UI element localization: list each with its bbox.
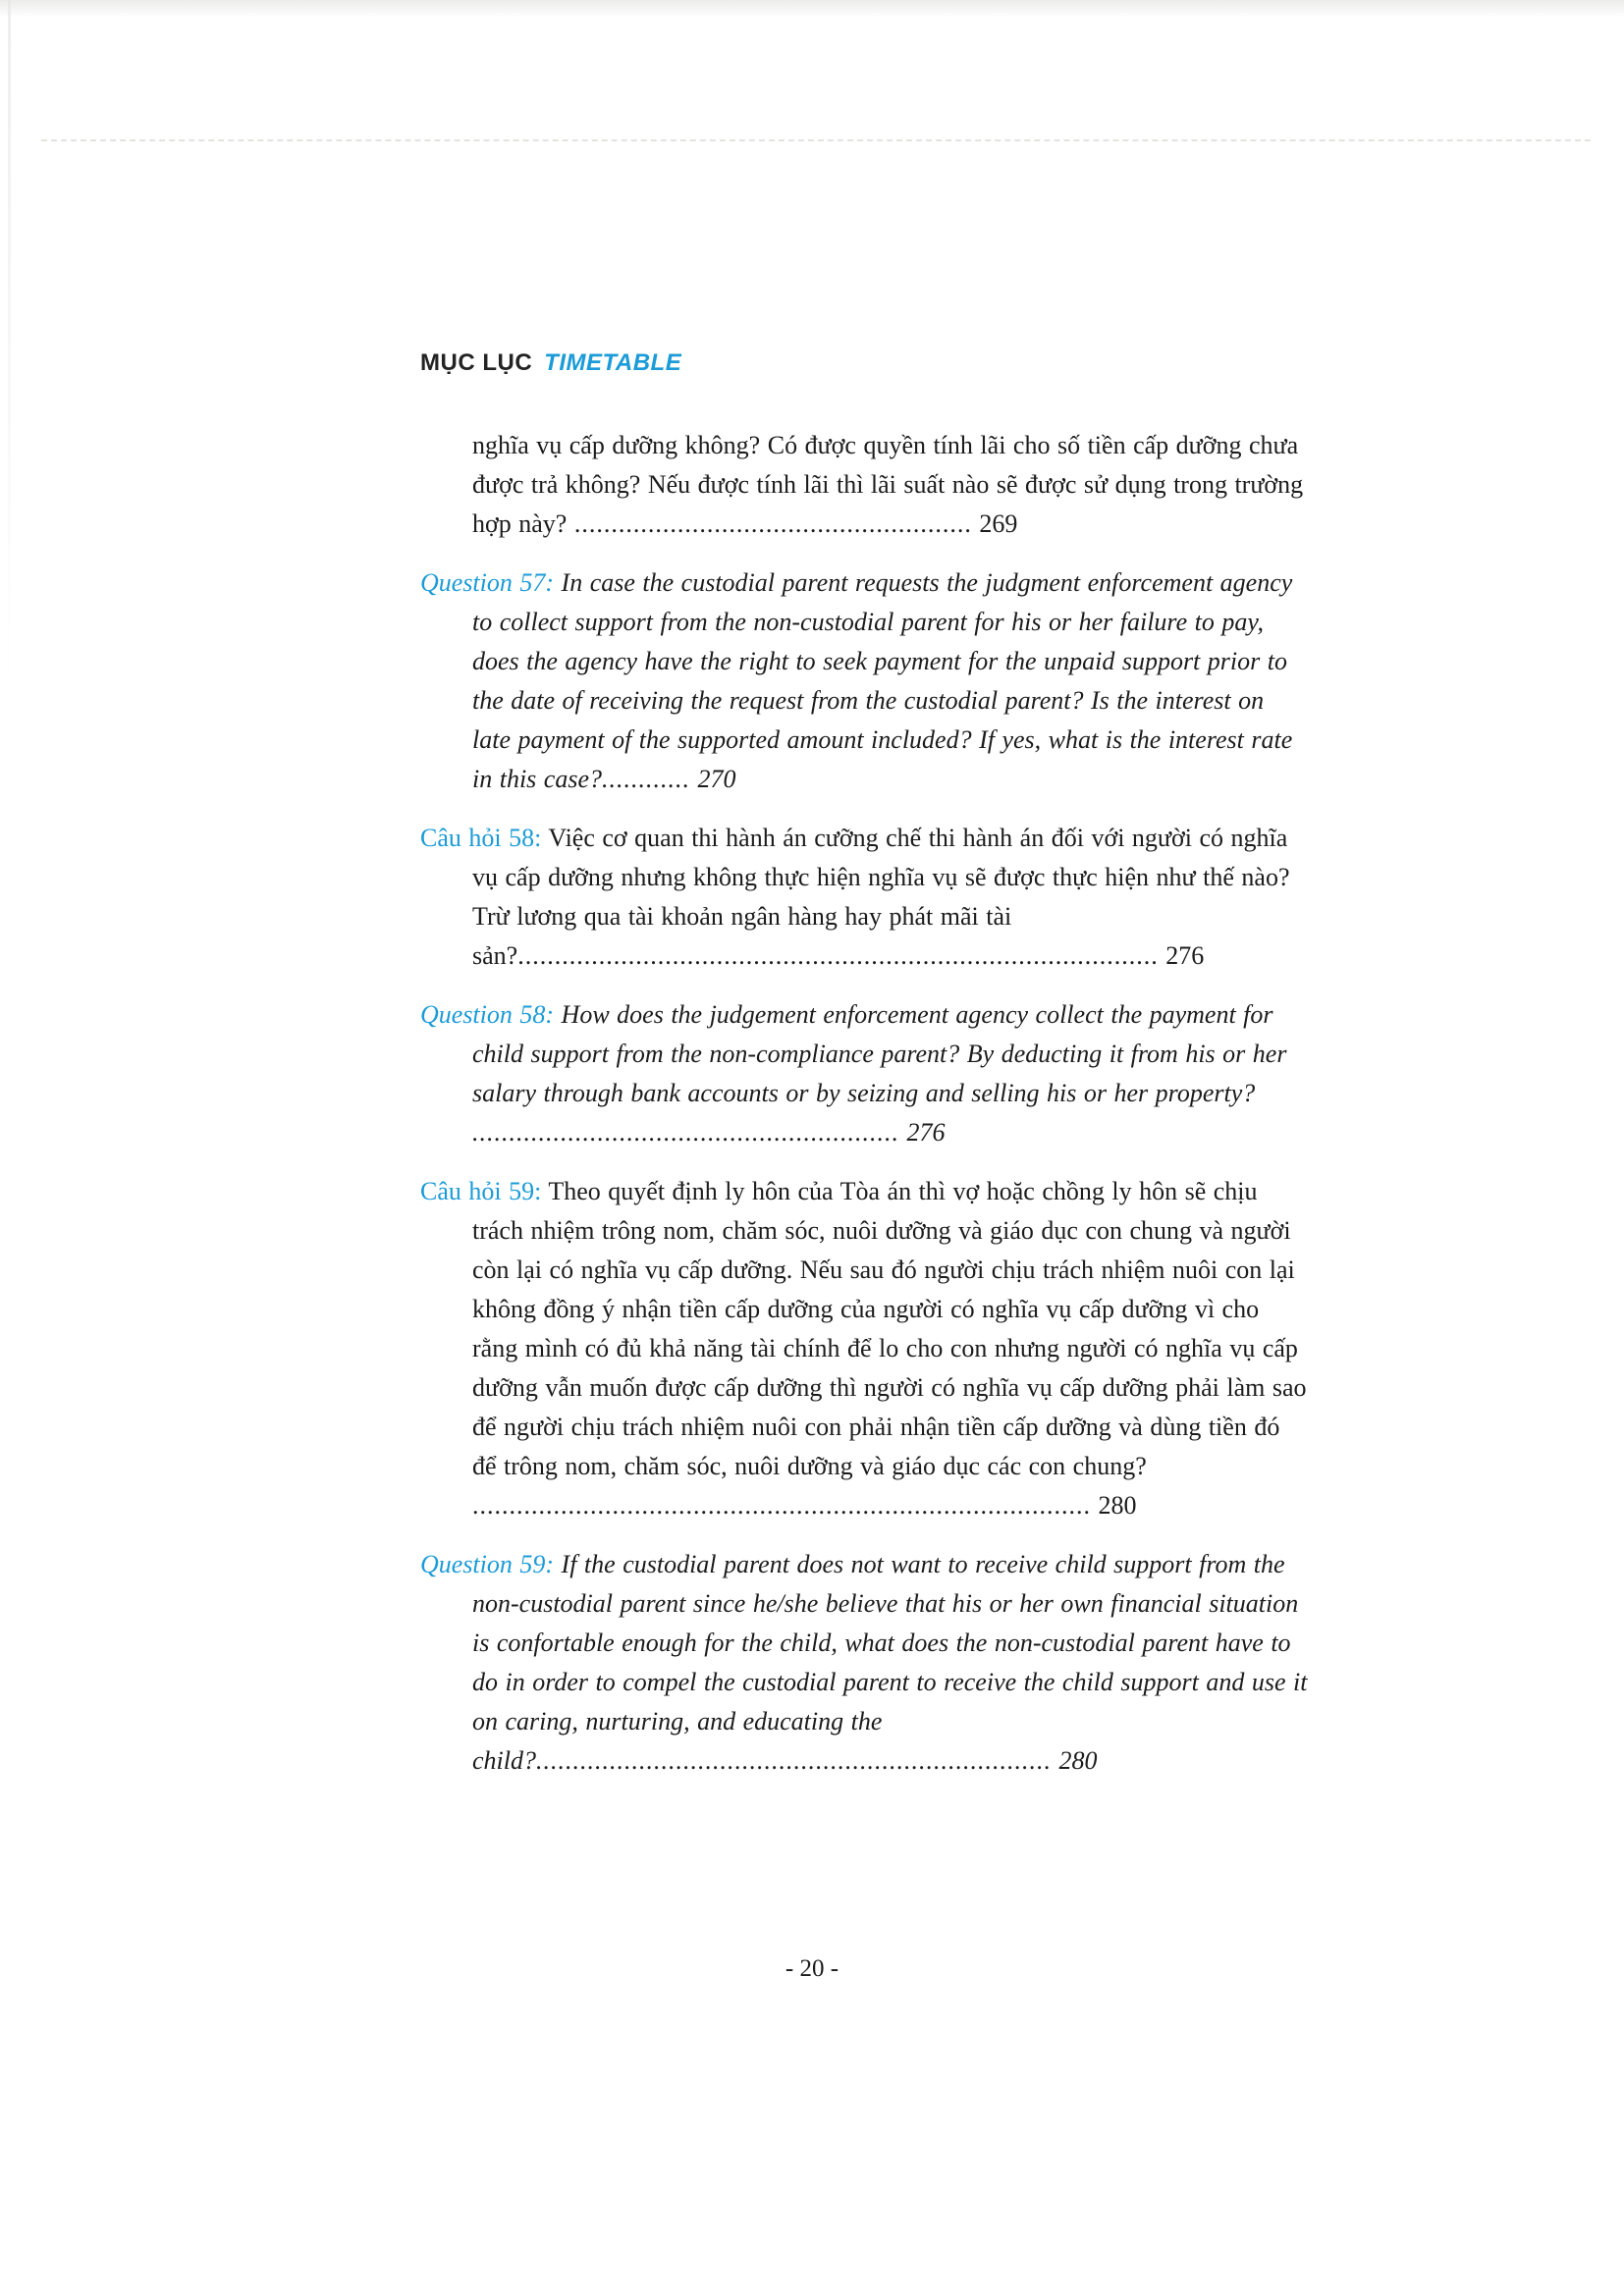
leader-dots: .................................................................................... bbox=[472, 1491, 1091, 1520]
entry-text: Việc cơ quan thi hành án cưỡng chế thi hành án đối với người có nghĩa vụ cấp dưỡng nhưng không thực hiện nghĩa vụ sẽ được thực hiện như thế nào? Trừ lương qua tài khoản ngân hàng hay phát mãi tài sản? bbox=[472, 824, 1290, 970]
entry-text: Theo quyết định ly hôn của Tòa án thì vợ hoặc chồng ly hôn sẽ chịu trách nhiệm trông nom, chăm sóc, nuôi dưỡng và giáo dục con chung và người còn lại có nghĩa vụ cấp dưỡng. Nếu sau đó người chịu trách nhiệm nuôi con lại không đồng ý nhận tiền cấp dưỡng của người có nghĩa vụ cấp dưỡng vì cho rằng mình có đủ khả năng tài chính để lo cho con nhưng người có nghĩa vụ cấp dưỡng vẫn muốn được cấp dưỡng thì người có nghĩa vụ cấp dưỡng phải làm sao để người chịu trách nhiệm nuôi con phải nhận tiền cấp dưỡng và dùng tiền đó để trông nom, chăm sóc, nuôi dưỡng và giáo dục các con chung? bbox=[472, 1177, 1307, 1480]
entry-label: Câu hỏi 58: bbox=[420, 824, 549, 852]
entry-page-number: 270 bbox=[690, 765, 736, 793]
toc-entry-question-57 bbox=[420, 563, 1309, 799]
entry-text: In case the custodial parent requests the judgment enforcement agency to collect support from the non-custodial parent for his or her failure to pay, does the agency have the right to seek payment for the unpaid support prior to the date of receiving the request from the custodial parent? Is the interest on late payment of the supported amount included? If yes, what is the interest rate in this case? bbox=[472, 568, 1293, 793]
toc-entry-question-58 bbox=[420, 995, 1309, 1152]
page-header bbox=[420, 349, 1309, 377]
leader-dots: .......................................................... bbox=[472, 1118, 899, 1147]
entry-label: Question 58: bbox=[420, 1000, 562, 1029]
header-title-vi: MỤC LỤC bbox=[420, 349, 533, 376]
entry-page-number: 276 bbox=[1158, 941, 1205, 970]
entry-page-number: 276 bbox=[899, 1118, 946, 1147]
entry-text: nghĩa vụ cấp dưỡng không? Có được quyền tính lãi cho số tiền cấp dưỡng chưa được trả không? Nếu được tính lãi thì lãi suất nào sẽ được sử dụng trong trường hợp này? bbox=[472, 431, 1304, 538]
leader-dots: ............ bbox=[602, 765, 690, 793]
leader-dots: ....................................................................................... bbox=[517, 941, 1159, 970]
entry-page-number: 280 bbox=[1091, 1491, 1137, 1520]
scan-dashed-line bbox=[41, 139, 1591, 141]
toc-entry-cau-hoi-58 bbox=[420, 819, 1309, 976]
toc-entry-continuation bbox=[420, 426, 1309, 544]
entry-text: If the custodial parent does not want to receive child support from the non-custodial parent since he/she believe that his or her own financial situation is confortable enough for the child, what does the non-custodial parent have to do in order to compel the custodial parent to receive the child support and use it on caring, nurturing, and educating the child? bbox=[472, 1550, 1308, 1775]
toc-entry-question-59 bbox=[420, 1545, 1309, 1781]
entry-label: Câu hỏi 59: bbox=[420, 1177, 549, 1205]
page-number-footer: - 20 - bbox=[785, 1955, 839, 1982]
leader-dots: ...................................................................... bbox=[536, 1746, 1052, 1775]
entry-page-number: 269 bbox=[971, 509, 1018, 538]
header-title-en: TIMETABLE bbox=[544, 349, 682, 376]
leader-dots: ...................................................... bbox=[573, 509, 972, 538]
entry-label: Question 57: bbox=[420, 568, 562, 597]
toc-content bbox=[420, 349, 1309, 1800]
entry-label: Question 59: bbox=[420, 1550, 562, 1578]
scan-top-edge-shadow bbox=[0, 0, 1624, 18]
entry-text: How does the judgement enforcement agency collect the payment for child support from the non-compliance parent? By deducting it from his or her salary through bank accounts or by seizing and selling his or her property? bbox=[472, 1000, 1287, 1107]
scan-left-edge-shadow bbox=[8, 0, 11, 687]
toc-entry-cau-hoi-59 bbox=[420, 1172, 1309, 1525]
entry-page-number: 280 bbox=[1052, 1746, 1098, 1775]
